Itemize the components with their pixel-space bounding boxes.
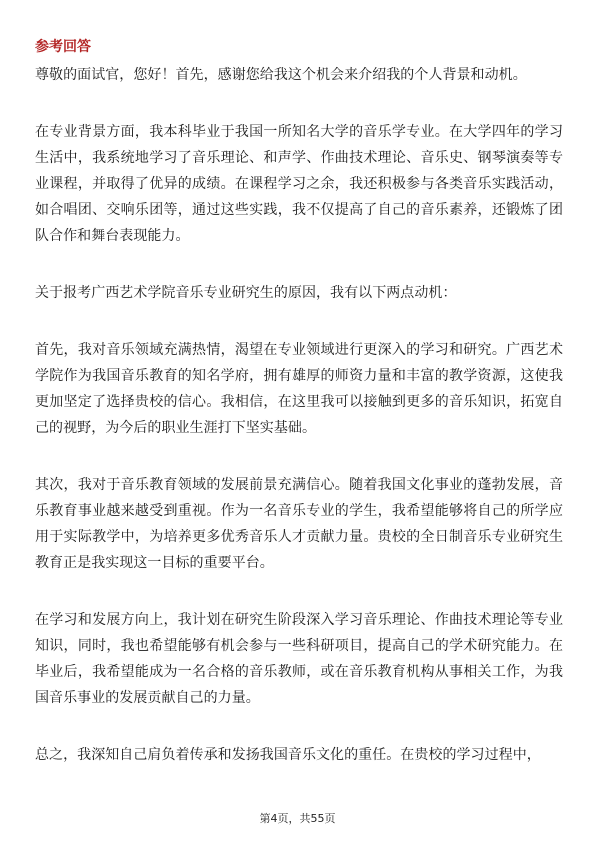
paragraph-greeting: 尊敬的面试官，您好！首先，感谢您给我这个机会来介绍我的个人背景和动机。 (35, 67, 527, 83)
paragraph-study-plan: 在学习和发展方向上，我计划在研究生阶段深入学习音乐理论、作曲技术理论等专业知识，同时，我也希望能够有机会参与一些科研项目，提高自己的学术研究能力。在毕业后，我希望能成为一名合格的音乐教师，或在音乐教育机构从事相关工作，为我国音乐事业的发展贡献自己的力量。 (35, 612, 563, 706)
paragraph-conclusion: 总之，我深知自己肩负着传承和发扬我国音乐文化的重任。在贵校的学习过程中， (35, 747, 541, 763)
section-heading: 参考回答 (35, 39, 91, 55)
paragraph-motivation-first: 首先，我对音乐领域充满热情，渴望在专业领域进行更深入的学习和研究。广西艺术学院作为我国音乐教育的知名学府，拥有雄厚的师资力量和丰富的教学资源，这使我更加坚定了选择贵校的信心。我相信，在这里我可以接触到更多的音乐知识，拓宽自己的视野，为今后的职业生涯打下坚实基础。 (35, 342, 563, 436)
paragraph-background: 在专业背景方面，我本科毕业于我国一所知名大学的音乐学专业。在大学四年的学习生活中，我系统地学习了音乐理论、和声学、作曲技术理论、音乐史、钢琴演奏等专业课程，并取得了优异的成绩。在课程学习之余，我还积极参与各类音乐实践活动，如合唱团、交响乐团等，通过这些实践，我不仅提高了自己的音乐素养，还锻炼了团队合作和舞台表现能力。 (35, 124, 563, 244)
page-number-footer: 第4页，共55页 (259, 812, 336, 825)
body-text (35, 62, 563, 799)
paragraph-motivation-intro: 关于报考广西艺术学院音乐专业研究生的原因，我有以下两点动机： (35, 285, 457, 301)
paragraph-motivation-second: 其次，我对于音乐教育领域的发展前景充满信心。随着我国文化事业的蓬勃发展，音乐教育事业越来越受到重视。作为一名音乐专业的学生，我希望能够将自己的所学应用于实际教学中，为培养更多优秀音乐人才贡献力量。贵校的全日制音乐专业研究生教育正是我实现这一目标的重要平台。 (35, 477, 563, 571)
